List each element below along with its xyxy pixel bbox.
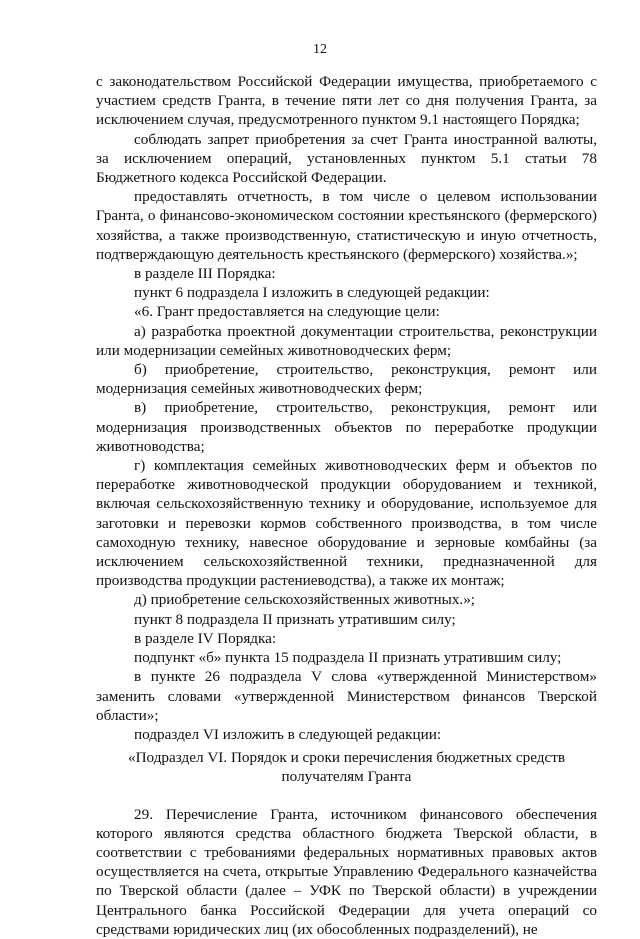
document-body: [96, 72, 597, 939]
paragraph-subpoint-b: подпункт «б» пункта 15 подраздела II признать утратившим силу;: [134, 649, 562, 667]
paragraph-grant-goals: «6. Грант предоставляется на следующие цели:: [134, 303, 440, 321]
spacer: [96, 787, 597, 805]
page-number: 12: [313, 42, 327, 57]
paragraph-currency-ban: соблюдать запрет приобретения за счет Гранта иностранной валюты, за исключением операций, установленных пунктом 5.1 статьи 78 Бюджетного кодекса Российской Федерации.: [96, 130, 597, 187]
paragraph-section-iv: в разделе IV Порядка:: [134, 629, 277, 647]
paragraph-section-iii: в разделе III Порядка:: [134, 265, 276, 283]
list-item-a: а) разработка проектной документации строительства, реконструкции или модернизации семейных животноводческих ферм;: [96, 322, 597, 359]
section-heading-line1: «Подраздел VI. Порядок и сроки перечисления бюджетных средств: [127, 749, 566, 767]
paragraph-subsection-vi: подраздел VI изложить в следующей редакции:: [134, 725, 442, 743]
list-item-b: б) приобретение, строительство, реконструкция, ремонт или модернизация семейных животноводческих ферм;: [96, 361, 597, 398]
list-item-v: в) приобретение, строительство, реконструкция, ремонт или модернизация производственных объектов по переработке продукции животноводства;: [96, 399, 597, 455]
paragraph-reporting: предоставлять отчетность, в том числе о целевом использовании Гранта, о финансово-экономическом состоянии крестьянского (фермерского) хозяйства, а также производственную, статистическую и иную отчетность, подтверждающую деятельность крестьянского (фермерского) хозяйства.»;: [96, 188, 597, 263]
section-heading-line2: получателям Гранта: [281, 768, 412, 786]
paragraph-29: 29. Перечисление Гранта, источником финансового обеспечения которого являются средства областного бюджета Тверской области, в соответствии с требованиями федеральных нормативных правовых актов осуществляется на счета, открытые Управлению Федерального казначейства по Тверской области (далее – УФК по Тверской области) в учреждении Центрального банка Российской Федерации для учета операций со средствами юридических лиц (их обособленных подразделений), не: [96, 805, 597, 938]
paragraph-point-8: пункт 8 подраздела II признать утратившим силу;: [134, 610, 456, 628]
paragraph-point-6: пункт 6 подраздела I изложить в следующей редакции:: [134, 284, 490, 302]
paragraph-point-26: в пункте 26 подраздела V слова «утвержденной Министерством» заменить словами «утвержденной Министерством финансов Тверской области»;: [96, 668, 597, 724]
list-item-g: г) комплектация семейных животноводческих ферм и объектов по переработке животноводческой продукции оборудованием и техникой, включая сельскохозяйственную технику и оборудование, используемое для заготовки и перевозки кормов собственного производства, в том числе самоходную технику, навесное оборудование и зерновые комбайны (за исключением сельскохозяйственной техники, предназначенной для производства продукции растениеводства), а также их монтаж;: [96, 457, 597, 590]
list-item-d: д) приобретение сельскохозяйственных животных.»;: [134, 591, 476, 609]
paragraph-continuation: с законодательством Российской Федерации имущества, приобретаемого с участием средств Гранта, в течение пяти лет со дня получения Гранта, за исключением случая, предусмотренного пунктом 9.1 настоящего Порядка;: [96, 73, 597, 129]
